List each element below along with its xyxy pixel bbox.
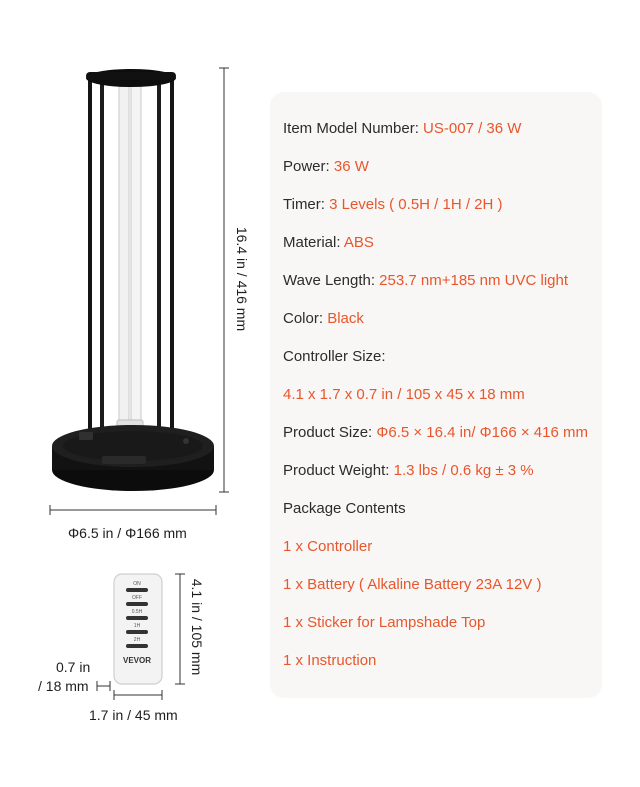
remote-button-label: OFF	[132, 595, 142, 601]
remote-button-label: 1H	[133, 623, 141, 629]
spec-value: 36 W	[333, 158, 369, 175]
remote-button-label: 0.5H	[131, 609, 143, 615]
lamp-diameter-dimension	[50, 505, 216, 515]
spec-value: 1 x Sticker for Lampshade Top	[283, 614, 486, 631]
remote-button-label: ON	[133, 581, 141, 587]
spec-value: 1 x Battery ( Alkaline Battery 23A 12V )	[283, 576, 542, 593]
remote-control-icon	[114, 574, 162, 684]
spec-value: 253.7 nm+185 nm UVC light	[379, 272, 569, 289]
lamp-height-dimension	[219, 68, 229, 492]
spec-label: Package Contents	[283, 500, 406, 517]
spec-value: Black	[327, 310, 364, 327]
spec-value: ABS	[343, 234, 374, 251]
remote-brand-label: VEVOR	[122, 656, 152, 665]
remote-width-label: 1.7 in / 45 mm	[89, 707, 178, 723]
spec-value: 1 x Instruction	[283, 652, 377, 669]
remote-depth-label: 0.7 in	[56, 659, 91, 675]
remote-depth-dimension	[97, 681, 110, 691]
spec-label: Product Weight:	[283, 462, 394, 479]
spec-label: Power:	[283, 158, 334, 175]
lamp-diameter-label: Φ6.5 in / Φ166 mm	[68, 525, 187, 541]
spec-label: Product Size:	[283, 424, 377, 441]
lamp-height-label: 16.4 in / 416 mm	[234, 226, 250, 332]
uv-lamp-icon	[52, 69, 214, 491]
remote-width-dimension	[114, 690, 162, 700]
spec-value: US-007 / 36 W	[423, 120, 522, 137]
spec-value: 1.3 lbs / 0.6 kg ± 3 %	[393, 462, 534, 479]
spec-label: Timer:	[283, 196, 330, 213]
spec-value: 3 Levels ( 0.5H / 1H / 2H )	[329, 196, 503, 213]
spec-label: Wave Length:	[283, 272, 380, 289]
spec-label: Controller Size:	[283, 348, 386, 365]
remote-button-label: 2H	[133, 637, 141, 643]
spec-value: Φ6.5 × 16.4 in/ Φ166 × 416 mm	[376, 424, 588, 441]
remote-height-label: 4.1 in / 105 mm	[189, 578, 205, 676]
spec-label: Item Model Number:	[283, 120, 424, 137]
spec-label: Color:	[283, 310, 328, 327]
spec-value: 4.1 x 1.7 x 0.7 in / 105 x 45 x 18 mm	[283, 386, 525, 403]
remote-height-dimension	[175, 574, 185, 684]
spec-label: Material:	[283, 234, 344, 251]
spec-value: 1 x Controller	[283, 538, 373, 555]
remote-depth-label-mm: / 18 mm	[38, 678, 89, 694]
